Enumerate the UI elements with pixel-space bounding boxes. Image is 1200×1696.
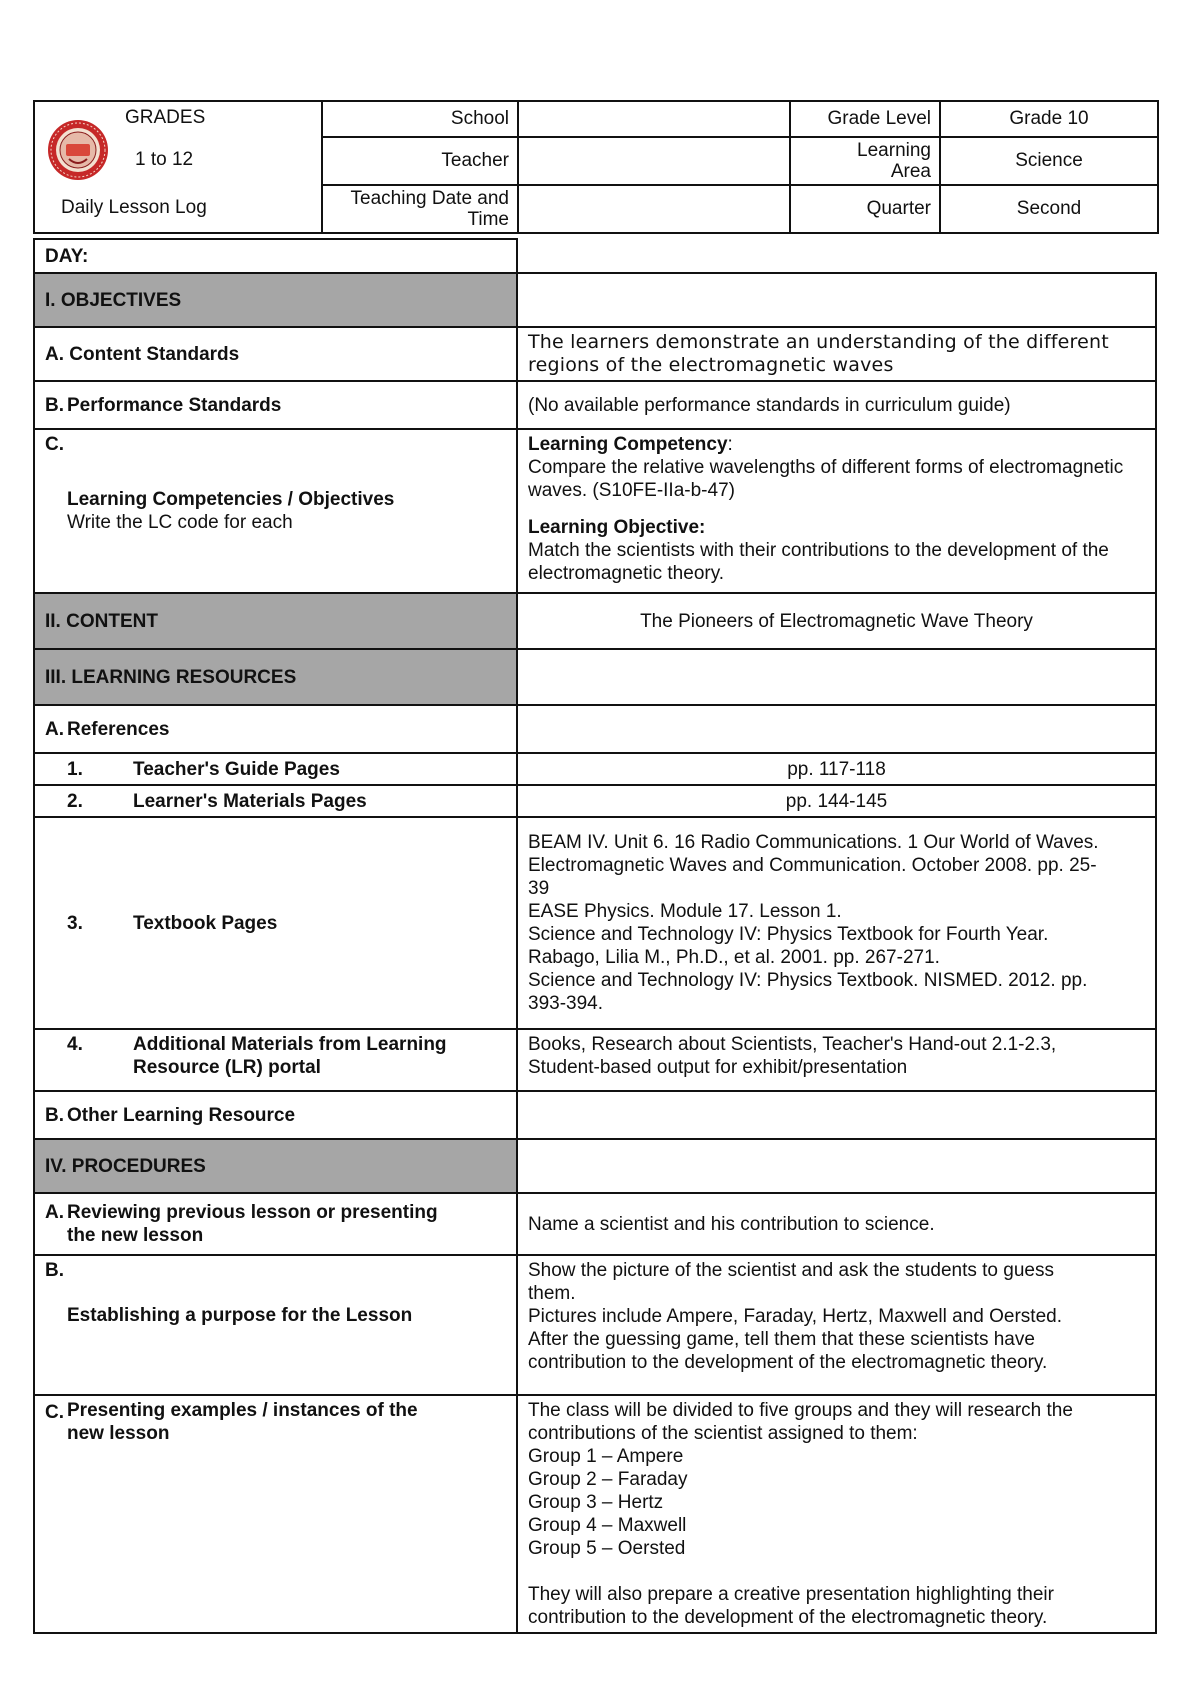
procedures-heading-value [517, 1139, 1156, 1193]
tb-line: Electromagnetic Waves and Communication. October 2008. pp. 25- [528, 855, 1097, 876]
quarter-label: Quarter [790, 185, 940, 233]
procedure-b-value [517, 1255, 1156, 1395]
tb-label: Textbook Pages [133, 912, 278, 934]
add-line: Student-based output for exhibit/presentation [528, 1057, 908, 1078]
procedure-c-row [34, 1395, 517, 1633]
lc-title: Learning Competency [528, 434, 728, 455]
procedure-c-label-line1: Presenting examples / instances of the [67, 1400, 418, 1421]
competencies-value [517, 429, 1156, 593]
objectives-heading-value [517, 273, 1156, 327]
grades-label: GRADES [125, 107, 206, 128]
performance-standards-value: (No available performance standards in curriculum guide) [517, 381, 1156, 429]
content-heading: II. CONTENT [34, 593, 517, 649]
day-label: DAY: [34, 239, 517, 273]
procedure-c-label-line2: new lesson [67, 1423, 170, 1444]
learning-area-label-line1: Learning [857, 140, 931, 161]
add-number: 4. [67, 1034, 83, 1055]
procedure-a-value: Name a scientist and his contribution to science. [517, 1193, 1156, 1255]
procedure-b-line: After the guessing game, tell them that these scientists have [528, 1329, 1035, 1350]
procedure-b-letter: B. [45, 1260, 64, 1281]
procedure-b-row [34, 1255, 517, 1395]
references-row [34, 705, 517, 753]
other-resource-label: Other Learning Resource [67, 1104, 296, 1126]
tg-value: pp. 117-118 [517, 753, 1156, 785]
deped-seal-icon [47, 119, 109, 181]
teaching-date-label [322, 185, 518, 233]
other-resource-row [34, 1091, 517, 1139]
lesson-table [33, 238, 1157, 1634]
tb-line: Rabago, Lilia M., Ph.D., et al. 2001. pp. 267-271. [528, 947, 940, 968]
lesson-log-page [33, 100, 1157, 1634]
procedures-heading: IV. PROCEDURES [34, 1139, 517, 1193]
references-value [517, 705, 1156, 753]
procedure-c-line: Group 2 – Faraday [528, 1469, 688, 1490]
references-letter: A. [45, 718, 64, 740]
procedure-b-line: contribution to the development of the electromagnetic theory. [528, 1352, 1048, 1373]
content-standards-label: A. Content Standards [34, 327, 517, 381]
procedure-c-line: Group 5 – Oersted [528, 1538, 686, 1559]
performance-standards-label: Performance Standards [67, 394, 282, 416]
content-standards-value: The learners demonstrate an understanding of the different regions of the electromagnetic waves [517, 327, 1156, 381]
add-label-line1: Additional Materials from Learning [133, 1034, 447, 1055]
procedure-c-line: Group 1 – Ampere [528, 1446, 684, 1467]
tb-line: Science and Technology IV: Physics Textbook for Fourth Year. [528, 924, 1049, 945]
references-label: References [67, 718, 170, 740]
procedure-c-line: Group 4 – Maxwell [528, 1515, 687, 1536]
performance-letter: B. [45, 394, 64, 416]
learning-area-label-line2: Area [890, 161, 931, 182]
tb-line: 39 [528, 878, 550, 899]
competencies-label: Learning Competencies / Objectives [67, 489, 395, 510]
log-title: Daily Lesson Log [61, 197, 207, 218]
teachers-guide-row [34, 753, 517, 785]
procedure-c-line [528, 1560, 1145, 1583]
resources-heading-value [517, 649, 1156, 705]
lc-text: Compare the relative wavelengths of different forms of electromagnetic waves. (S10FE-IIa-b-47) [528, 457, 1124, 501]
additional-materials-row [34, 1029, 517, 1091]
quarter-value: Second [940, 185, 1158, 233]
school-label: School [322, 101, 518, 137]
teaching-date-label-line1: Teaching Date and [350, 188, 509, 209]
other-letter: B. [45, 1104, 64, 1126]
tb-line: Science and Technology IV: Physics Textbook. NISMED. 2012. pp. [528, 970, 1088, 991]
tb-line: EASE Physics. Module 17. Lesson 1. [528, 901, 842, 922]
procedure-b-line: Show the picture of the scientist and ask the students to guess [528, 1260, 1054, 1281]
lm-label: Learner's Materials Pages [133, 790, 367, 812]
day-value [517, 239, 1156, 273]
procedure-c-letter: C. [45, 1402, 64, 1423]
procedure-a-label-line2: the new lesson [67, 1225, 204, 1246]
school-value [518, 101, 790, 137]
teaching-date-label-line2: Time [467, 209, 509, 230]
grade-level-label: Grade Level [790, 101, 940, 137]
teaching-date-value [518, 185, 790, 233]
content-value: The Pioneers of Electromagnetic Wave Theory [517, 593, 1156, 649]
other-resource-value [517, 1091, 1156, 1139]
lo-text: Match the scientists with their contributions to the development of the electromagnetic theory. [528, 540, 1109, 584]
procedure-a-letter: A. [45, 1202, 64, 1223]
textbook-row [34, 817, 517, 1029]
add-label-line2: Resource (LR) portal [133, 1057, 321, 1078]
add-line: Books, Research about Scientists, Teacher's Hand-out 2.1-2.3, [528, 1034, 1057, 1055]
competencies-row [34, 429, 517, 593]
teacher-value [518, 137, 790, 185]
competencies-sublabel: Write the LC code for each [67, 512, 293, 533]
logo-block [34, 101, 322, 233]
procedure-b-line: them. [528, 1283, 576, 1304]
learners-materials-row [34, 785, 517, 817]
procedure-b-label: Establishing a purpose for the Lesson [67, 1305, 413, 1326]
teacher-label: Teacher [322, 137, 518, 185]
performance-standards-row [34, 381, 517, 429]
grade-level-value: Grade 10 [940, 101, 1158, 137]
procedure-a-label-line1: Reviewing previous lesson or presenting [67, 1202, 438, 1223]
lm-value: pp. 144-145 [517, 785, 1156, 817]
procedure-c-line: They will also prepare a creative presentation highlighting their [528, 1584, 1054, 1605]
procedure-c-value [517, 1395, 1156, 1633]
learning-area-value: Science [940, 137, 1158, 185]
grade-range-label: 1 to 12 [135, 149, 194, 170]
procedure-c-line: Group 3 – Hertz [528, 1492, 664, 1513]
procedure-c-line: contribution to the development of the electromagnetic theory. [528, 1607, 1048, 1628]
tb-number: 3. [67, 912, 83, 934]
competencies-letter: C. [45, 434, 64, 455]
additional-materials-value [517, 1029, 1156, 1091]
objectives-heading: I. OBJECTIVES [34, 273, 517, 327]
lo-title: Learning Objective: [528, 517, 706, 538]
procedure-c-line: contributions of the scientist assigned to them: [528, 1423, 918, 1444]
learning-area-label [790, 137, 940, 185]
tb-line: 393-394. [528, 993, 604, 1014]
procedure-b-line: Pictures include Ampere, Faraday, Hertz, Maxwell and Oersted. [528, 1306, 1062, 1327]
tg-number: 1. [67, 758, 83, 780]
textbook-value [517, 817, 1156, 1029]
procedure-c-line: The class will be divided to five groups and they will research the [528, 1400, 1073, 1421]
tg-label: Teacher's Guide Pages [133, 758, 340, 780]
lc-colon: : [727, 434, 733, 455]
resources-heading: III. LEARNING RESOURCES [34, 649, 517, 705]
lm-number: 2. [67, 790, 83, 812]
header-table [33, 100, 1159, 234]
procedure-a-row [34, 1193, 517, 1255]
tb-line: BEAM IV. Unit 6. 16 Radio Communications. 1 Our World of Waves. [528, 832, 1099, 853]
